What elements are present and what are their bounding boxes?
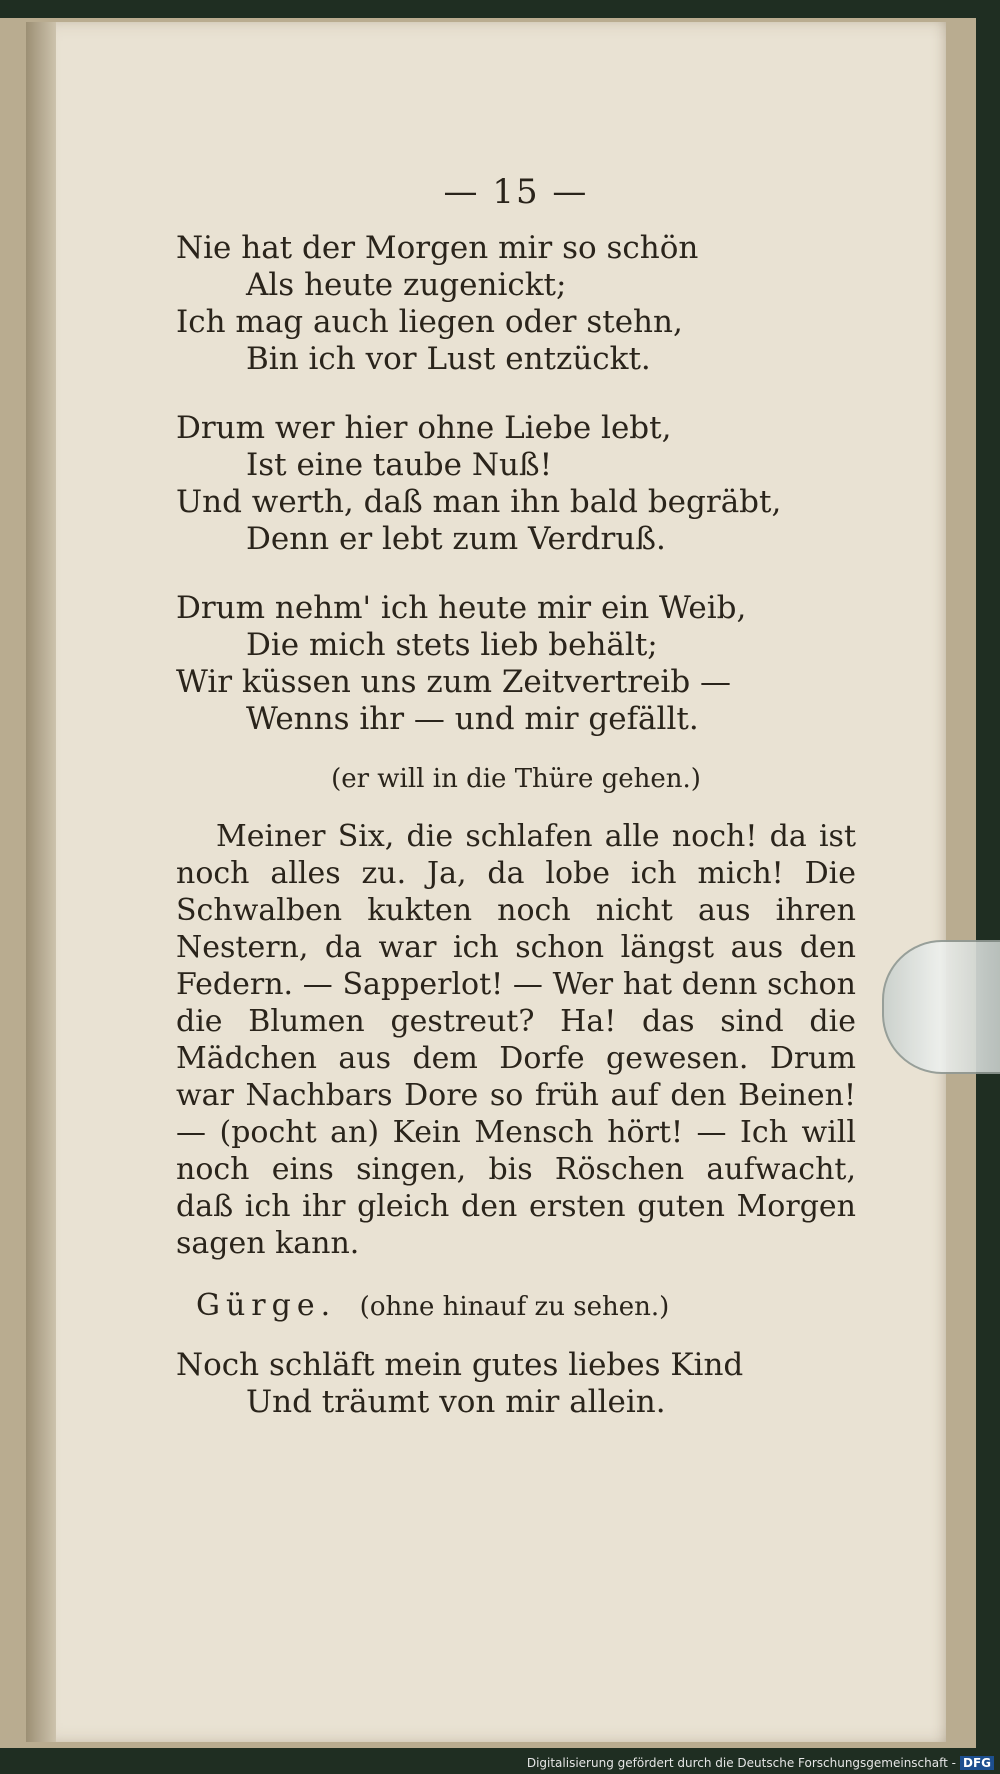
verse-line: Denn er lebt zum Verdruß. [246,521,666,557]
page-clip [882,940,1000,1074]
stanza-3 [176,590,856,738]
verse-line: Und träumt von mir allein. [246,1384,666,1420]
verse-line: Wenns ihr — und mir gefällt. [246,701,699,737]
dfg-logo: DFG [960,1756,994,1770]
verse-line: Wir küssen uns zum Zeitvertreib — [176,664,732,700]
verse-line: Bin ich vor Lust entzückt. [246,341,651,377]
verse-line: Die mich stets lieb behält; [246,627,658,663]
book-page [26,22,946,1742]
speaker-line [196,1288,856,1323]
verse-line: Als heute zugenickt; [246,267,567,303]
verse-line: Nie hat der Morgen mir so schön [176,230,699,266]
speaker-direction: (ohne hinauf zu sehen.) [359,1292,670,1322]
speaker-name: Gürge. [196,1288,337,1323]
credit-text: Digitalisierung gefördert durch die Deutsche Forschungsgemeinschaft - [526,1756,956,1770]
stanza-2 [176,410,856,558]
page-number: — 15 — [443,172,589,212]
verse-line: Ich mag auch liegen oder stehn, [176,304,683,340]
verse-line: Drum nehm' ich heute mir ein Weib, [176,590,747,626]
page-content [176,172,856,1453]
verse-line: Drum wer hier ohne Liebe lebt, [176,410,672,446]
verse-line: Ist eine taube Nuß! [246,447,553,483]
stanza-1 [176,230,856,378]
stage-direction: (er will in die Thüre gehen.) [331,764,701,794]
page-gutter [26,22,56,1742]
verse-line: Und werth, daß man ihn bald begräbt, [176,484,782,520]
prose-paragraph: Meiner Six, die schlafen alle noch! da ist noch alles zu. Ja, da lobe ich mich! Die Schwalben kukten noch nicht aus ihren Nestern, da war ich schon längst aus den Federn. — Sapperlot! — Wer hat denn schon die Blumen gestreut? Ha! das sind die Mädchen aus dem Dorfe gewesen. Drum war Nachbars Dore so früh auf den Beinen! — (pocht an) Kein Mensch hört! — Ich will noch eins singen, bis Röschen aufwacht, daß ich ihr gleich den ersten guten Morgen sagen kann. [176,819,856,1261]
final-stanza [176,1347,856,1421]
verse-line: Noch schläft mein gutes liebes Kind [176,1347,744,1383]
digitization-credit [527,1756,994,1770]
